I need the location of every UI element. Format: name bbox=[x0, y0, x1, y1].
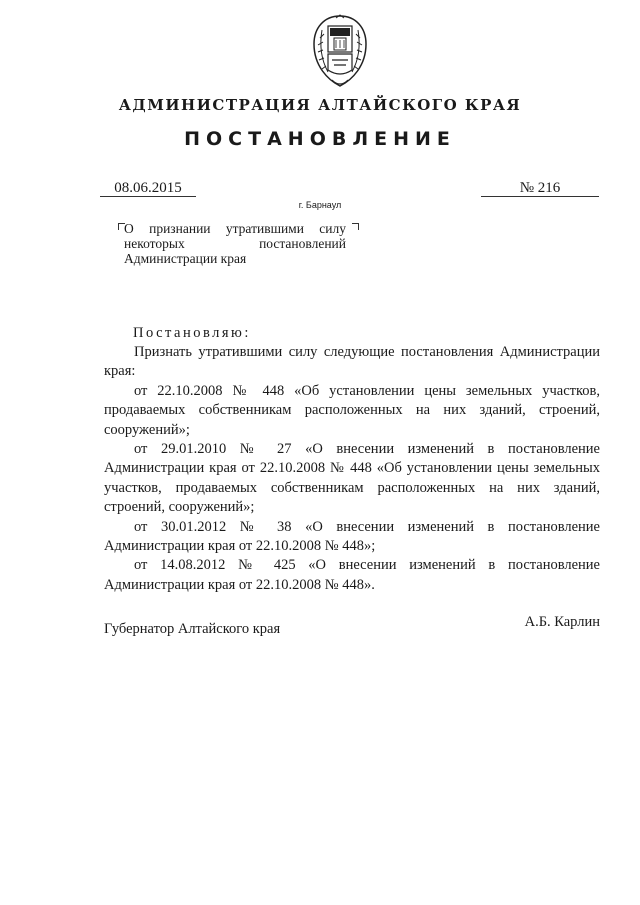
body-paragraph: от 30.01.2012 № 38 «О внесении изменений в постановление Администрации края от 22.10.2008 № 448»; bbox=[104, 518, 600, 555]
document-date: 08.06.2015 bbox=[100, 180, 196, 197]
document-body bbox=[104, 343, 600, 595]
organization-name: АДМИНИСТРАЦИЯ АЛТАЙСКОГО КРАЯ bbox=[118, 96, 522, 114]
body-paragraph: Признать утратившими силу следующие постановления Администрации края: bbox=[104, 344, 600, 380]
signer-name: А.Б. Карлин bbox=[524, 614, 600, 630]
signer-title: Губернатор Алтайского края bbox=[104, 621, 281, 637]
coat-of-arms-emblem bbox=[306, 14, 374, 90]
document-subject: О признании утратившими силу некоторых постановлений Администрации края bbox=[124, 221, 346, 266]
body-paragraph: от 29.01.2010 № 27 «О внесении изменений в постановление Администрации края от 22.10.2008 № 448 «Об установлении цены земельных участков, продаваемых собственникам расположенных на них зданий, строений, сооружений»; bbox=[104, 441, 600, 516]
document-city: г. Барнаул bbox=[298, 200, 342, 210]
document-type-title: ПОСТАНОВЛЕНИЕ bbox=[184, 128, 456, 150]
body-paragraph: от 14.08.2012 № 425 «О внесении изменений в постановление Администрации края от 22.10.2008 № 448». bbox=[104, 557, 600, 593]
subject-bracket-right bbox=[352, 223, 359, 230]
decree-word: Постановляю: bbox=[133, 325, 251, 341]
document-number: № 216 bbox=[481, 180, 599, 197]
body-paragraph: от 22.10.2008 № 448 «Об установлении цены земельных участков, продаваемых собственникам расположенных на них зданий, строений, сооружений»; bbox=[104, 382, 600, 438]
